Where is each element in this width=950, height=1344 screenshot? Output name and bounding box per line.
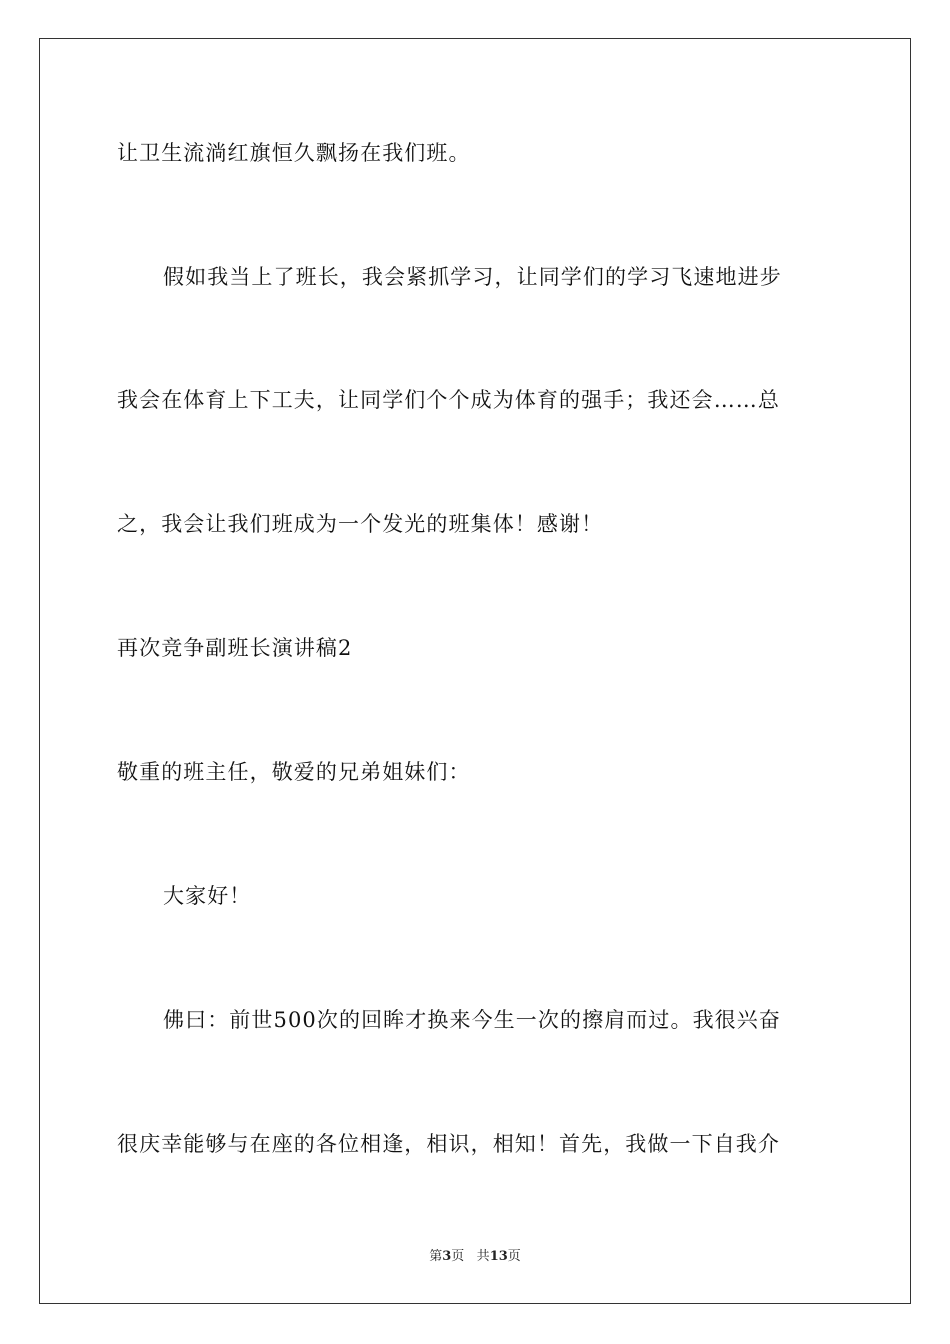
section-heading: 再次竞争副班长演讲稿2 [117, 636, 353, 660]
text-line-3: 我会在体育上下工夫，让同学们个个成为体育的强手；我还会……总 [117, 388, 780, 412]
text-line-1: 让卫生流淌红旗恒久飘扬在我们班。 [117, 141, 471, 165]
footer-page-suffix: 页 [451, 1249, 465, 1264]
footer-page-number: 3 [442, 1249, 452, 1264]
text-line-2: 假如我当上了班长，我会紧抓学习，让同学们的学习飞速地进步 [163, 265, 782, 289]
page-footer [0, 1249, 950, 1265]
greeting: 大家好！ [163, 884, 252, 908]
page-frame [39, 38, 911, 1304]
footer-total-number: 13 [489, 1249, 508, 1264]
footer-page-prefix: 第 [429, 1249, 443, 1264]
salutation: 敬重的班主任，敬爱的兄弟姐妹们： [117, 760, 471, 784]
text-line-8: 佛曰：前世500次的回眸才换来今生一次的擦肩而过。我很兴奋 [163, 1008, 781, 1032]
footer-total-suffix: 页 [507, 1249, 521, 1264]
footer-total-prefix: 共 [476, 1249, 490, 1264]
text-line-4: 之，我会让我们班成为一个发光的班集体！感谢！ [117, 512, 604, 536]
text-line-9: 很庆幸能够与在座的各位相逢，相识，相知！首先，我做一下自我介 [117, 1132, 780, 1156]
